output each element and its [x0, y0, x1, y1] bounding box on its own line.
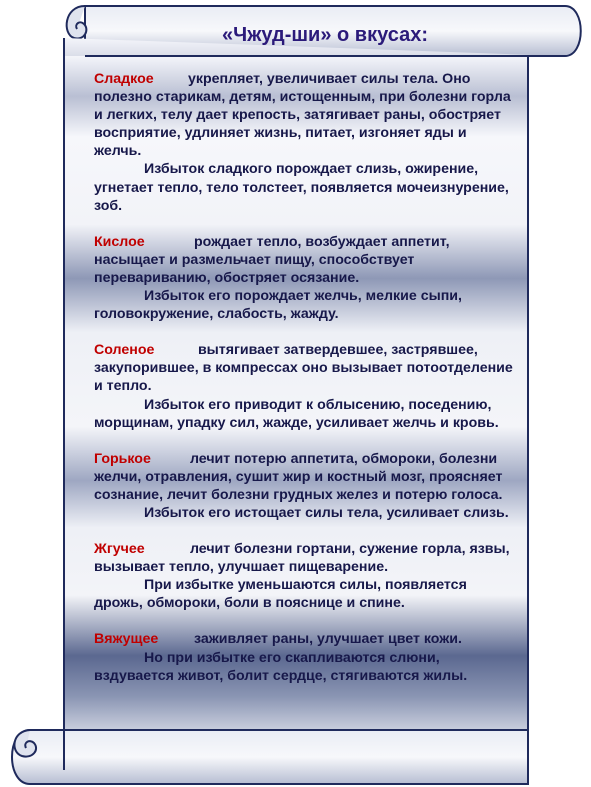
taste-term: Жгучее	[94, 541, 145, 558]
taste-excess: При избытке уменьшаются силы, появляется дрожь, обмороки, боли в пояснице и спине.	[94, 577, 467, 612]
taste-section-sour	[94, 233, 514, 323]
taste-description: Горькое лечит потерю аппетита, обмороки, болезни желчи, отравления, сушит жир и костный мозг, проясняет сознание, лечит болезни грудных желез и потерю голоса.	[94, 450, 503, 503]
taste-term: Кислое	[94, 233, 145, 250]
taste-description: Сладкое укрепляет, увеличивает силы тела. Оно полезно старикам, детям, истощенным, при болезни горла и легких, телу дает крепость, затягивает раны, обостряет восприятие, удлиняет жизнь, питает, изгоняет яды и желчь.	[94, 71, 511, 160]
page-title: «Чжуд-ши» о вкусах:	[222, 24, 428, 46]
taste-excess: Избыток его истощает силы тела, усиливает слизь.	[144, 504, 509, 521]
taste-excess: Избыток сладкого порождает слизь, ожирение, угнетает тепло, тело толстеет, появляется мочеизнурение, зоб.	[94, 161, 509, 214]
taste-description: Вяжущее заживляет раны, улучшает цвет кожи.	[94, 631, 462, 648]
taste-excess: Избыток его порождает желчь, мелкие сыпи, головокружение, слабость, жажду.	[94, 288, 462, 323]
taste-term: Вяжущее	[94, 631, 159, 648]
taste-term: Сладкое	[94, 71, 154, 87]
taste-list	[94, 70, 514, 703]
taste-section-pungent	[94, 540, 514, 612]
taste-description: Соленое вытягивает затвердевшее, застрявшее, закупорившее, в компрессах оно вызывает потоотделение и тепло.	[94, 342, 513, 395]
taste-description: Жгучее лечит болезни гортани, сужение горла, язвы, вызывает тепло, улучшает пищеварение.	[94, 541, 510, 576]
taste-term: Соленое	[94, 342, 155, 359]
taste-term: Горькое	[94, 450, 151, 467]
taste-section-sweet	[94, 70, 514, 215]
taste-section-astringent	[94, 630, 514, 684]
taste-section-bitter	[94, 450, 514, 522]
taste-description: Кислое рождает тепло, возбуждает аппетит, насыщает и размельчает пищу, способствует перевариванию, обостряет осязание.	[94, 233, 450, 286]
taste-excess: Но при избытке его скапливаются слюни, вздувается живот, болит сердце, стягиваются жилы.	[94, 649, 468, 684]
taste-excess: Избыток его приводит к облысению, поседению, морщинам, упадку сил, жажде, усиливает желчь и кровь.	[94, 396, 499, 431]
taste-section-salty	[94, 341, 514, 431]
